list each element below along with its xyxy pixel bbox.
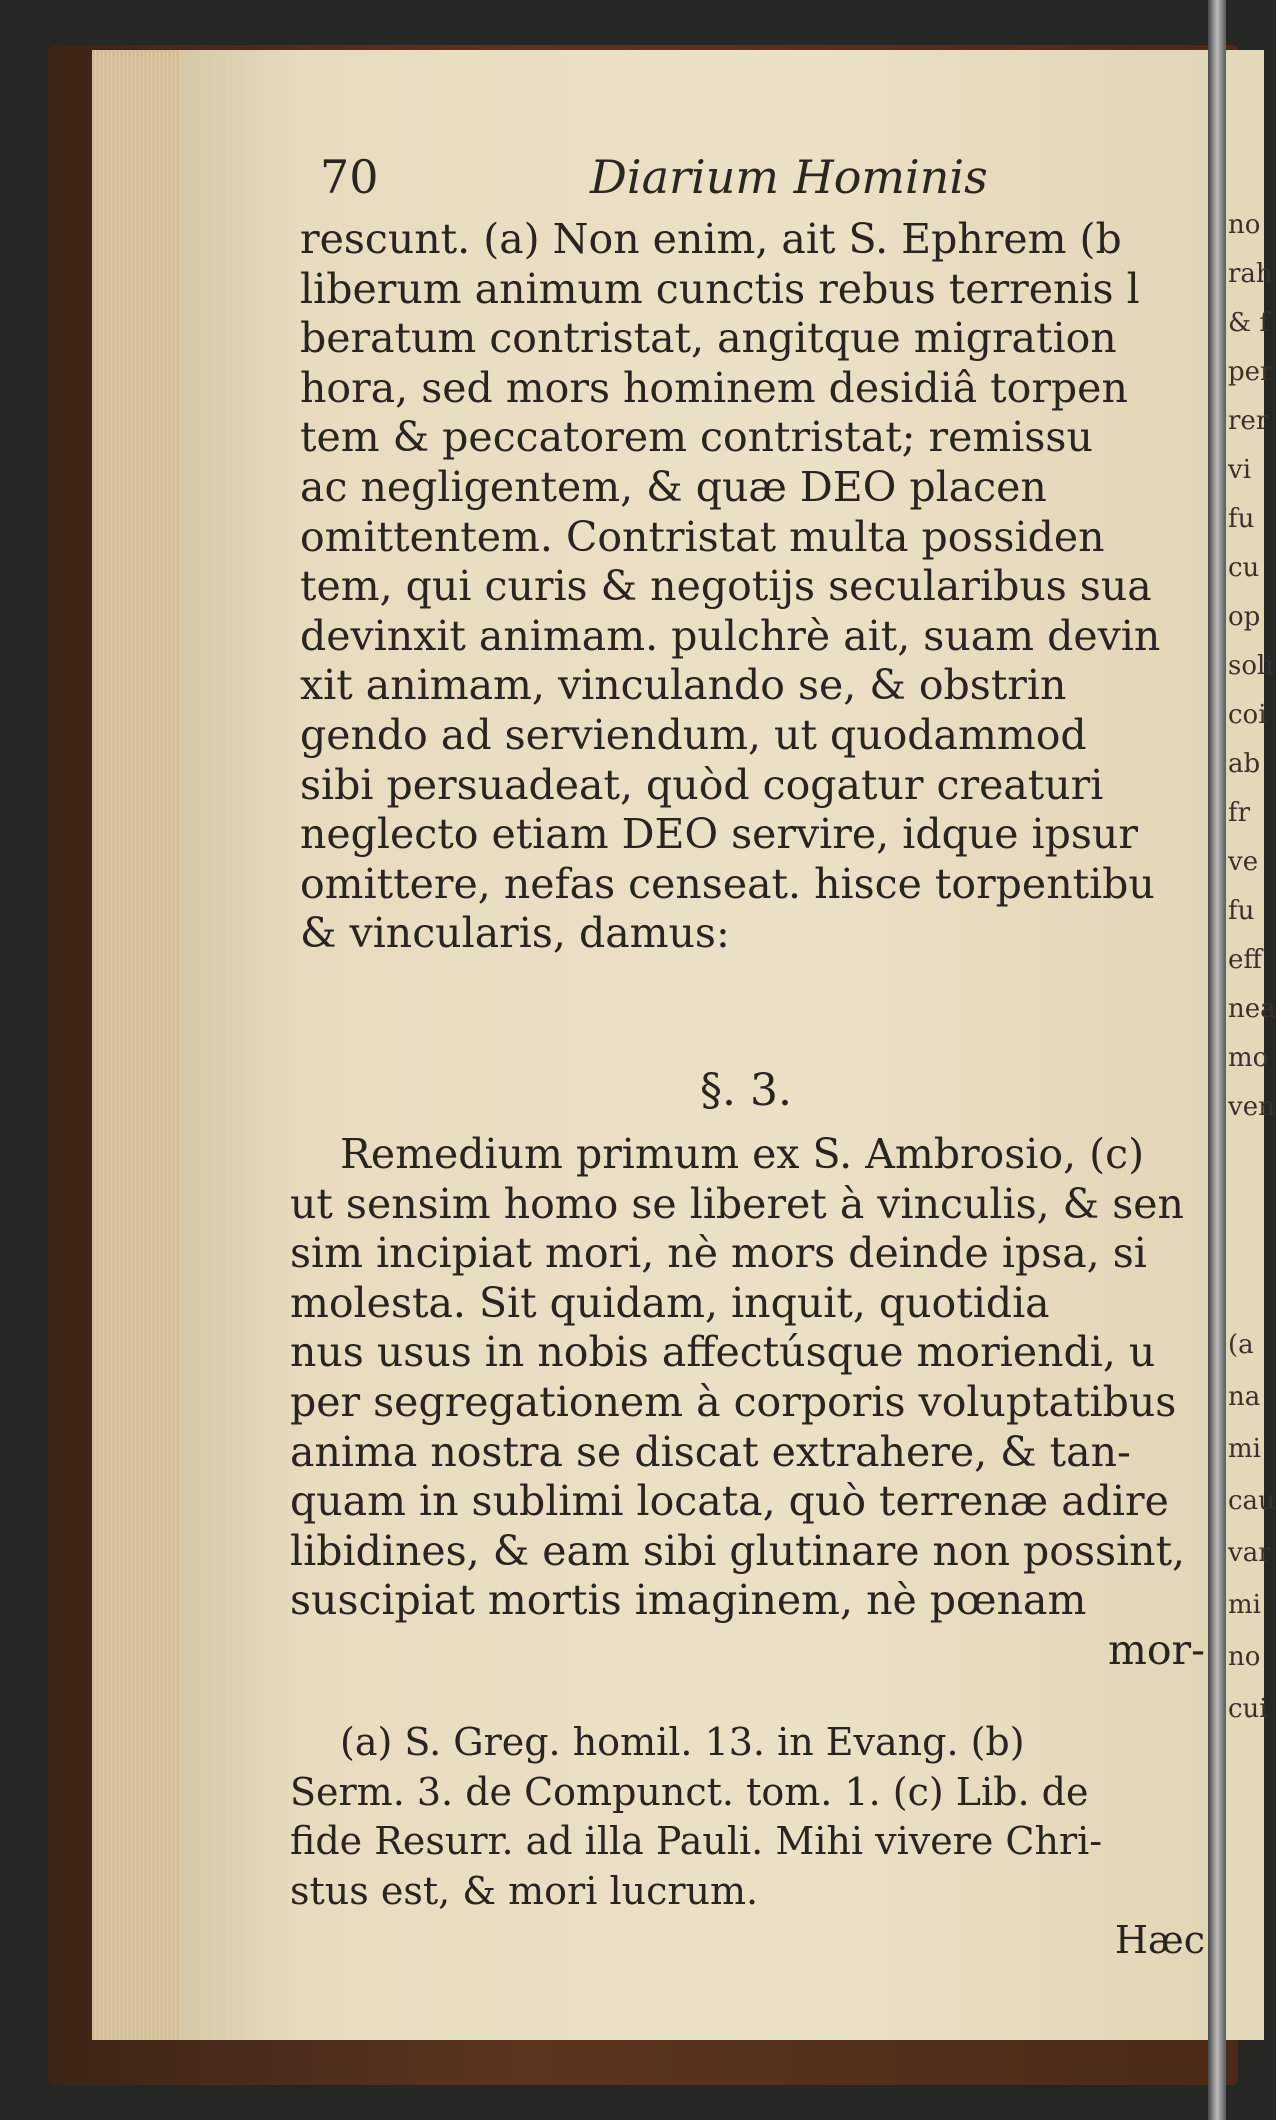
- section-mark: §. 3.: [700, 1065, 792, 1116]
- text-line: libidines, & eam sibi glutinare non possint,: [290, 1526, 1186, 1575]
- next-page-fragment: op: [1228, 602, 1261, 632]
- text-line: molesta. Sit quidam, inquit, quotidia: [290, 1278, 1050, 1327]
- text-line: ac negligentem, & quæ DEO placen: [300, 462, 1047, 511]
- next-page-fragment: ab: [1228, 749, 1261, 779]
- text-line: gendo ad serviendum, ut quodammod: [300, 710, 1087, 759]
- next-page-fragment: (a: [1228, 1330, 1254, 1360]
- text-line: omittentem. Contristat multa possiden: [300, 512, 1105, 561]
- next-page-fragment: coi: [1228, 700, 1267, 730]
- footnote-line: (a) S. Greg. homil. 13. in Evang. (b): [340, 1720, 1025, 1764]
- catchword: mor-: [1107, 1625, 1205, 1674]
- footnote-line: fide Resurr. ad illa Pauli. Mihi vivere Chri-: [290, 1819, 1103, 1864]
- footnote-line: Serm. 3. de Compunct. tom. 1. (c) Lib. de: [290, 1769, 1089, 1814]
- text-line: omittere, nefas censeat. hisce torpentibu: [300, 859, 1155, 908]
- next-page-fragment: no: [1228, 1642, 1261, 1672]
- next-page-fragment: mi: [1228, 1434, 1261, 1464]
- text-line: ut sensim homo se liberet à vinculis, & sen: [290, 1179, 1184, 1228]
- text-line: sibi persuadeat, quòd cogatur creaturi: [300, 760, 1104, 809]
- text-line: quam in sublimi locata, quò terrenæ adire: [290, 1477, 1169, 1526]
- text-line: Remedium primum ex S. Ambrosio, (c): [340, 1130, 1145, 1178]
- text-line: nus usus in nobis affectúsque moriendi, u: [290, 1328, 1156, 1377]
- text-line: xit animam, vinculando se, & obstrin: [300, 661, 1067, 710]
- next-page-fragment: cau: [1228, 1486, 1275, 1516]
- text-line: devinxit animam. pulchrè ait, suam devin: [300, 611, 1161, 660]
- next-page-fragment: eff: [1228, 945, 1262, 975]
- next-page-fragment: per: [1228, 357, 1273, 387]
- text-line: tem, qui curis & negotijs secularibus sua: [300, 562, 1152, 611]
- next-page-fragment: fu: [1228, 504, 1255, 534]
- text-line: neglecto etiam DEO servire, idque ipsur: [300, 810, 1138, 859]
- text-line: liberum animum cunctis rebus terrenis l: [300, 264, 1140, 313]
- next-page-fragment: no: [1228, 210, 1261, 240]
- next-page-fragment: rer: [1228, 406, 1269, 436]
- page-header: [320, 150, 1200, 210]
- next-page-fragment: mo: [1228, 1043, 1269, 1073]
- text-line: suscipiat mortis imaginem, nè pœnam: [290, 1576, 1087, 1625]
- next-page-fragment: cu: [1228, 553, 1260, 583]
- next-page-fragment: na: [1228, 1382, 1261, 1412]
- text-line: tem & peccatorem contristat; remissu: [300, 413, 1093, 462]
- next-page-fragment: nea: [1228, 994, 1276, 1024]
- book-gutter: [1208, 0, 1226, 2120]
- footnote-catchword: Hæc: [1114, 1918, 1205, 1963]
- page-number: 70: [320, 150, 379, 204]
- text-line: beratum contristat, angitque migration: [300, 314, 1117, 363]
- next-page-fragment: var: [1228, 1538, 1271, 1568]
- next-page-fragment: rah: [1228, 259, 1273, 289]
- next-page-fragment: mi: [1228, 1590, 1261, 1620]
- next-page-fragment: & f: [1228, 308, 1270, 338]
- next-page-fragment: fu: [1228, 896, 1255, 926]
- main-text-continued: [290, 1130, 1205, 1676]
- text-line: sim incipiat mori, nè mors deinde ipsa, si: [290, 1229, 1147, 1278]
- next-page-fragment: ven: [1228, 1092, 1275, 1122]
- next-page-fragment: fr: [1228, 798, 1251, 828]
- main-text: [300, 215, 1205, 959]
- text-line: anima nostra se discat extrahere, & tan-: [290, 1427, 1131, 1476]
- next-page-fragment: vi: [1228, 455, 1252, 485]
- page-edges: [92, 50, 192, 2040]
- text-line: rescunt. (a) Non enim, ait S. Ephrem (b: [300, 215, 1122, 263]
- next-page-fragment: ve: [1228, 847, 1259, 877]
- next-page-fragment: soli: [1228, 651, 1274, 681]
- next-page-edge: [1226, 50, 1276, 2040]
- text-line: & vincularis, damus:: [300, 909, 730, 958]
- text-line: per segregationem à corporis voluptatibus: [290, 1377, 1177, 1426]
- running-head: Diarium Hominis: [590, 150, 988, 204]
- text-line: hora, sed mors hominem desidiâ torpen: [300, 363, 1128, 412]
- footnotes: [290, 1720, 1205, 1968]
- next-page-fragment: cui: [1228, 1694, 1268, 1724]
- footnote-line: stus est, & mori lucrum.: [290, 1868, 759, 1913]
